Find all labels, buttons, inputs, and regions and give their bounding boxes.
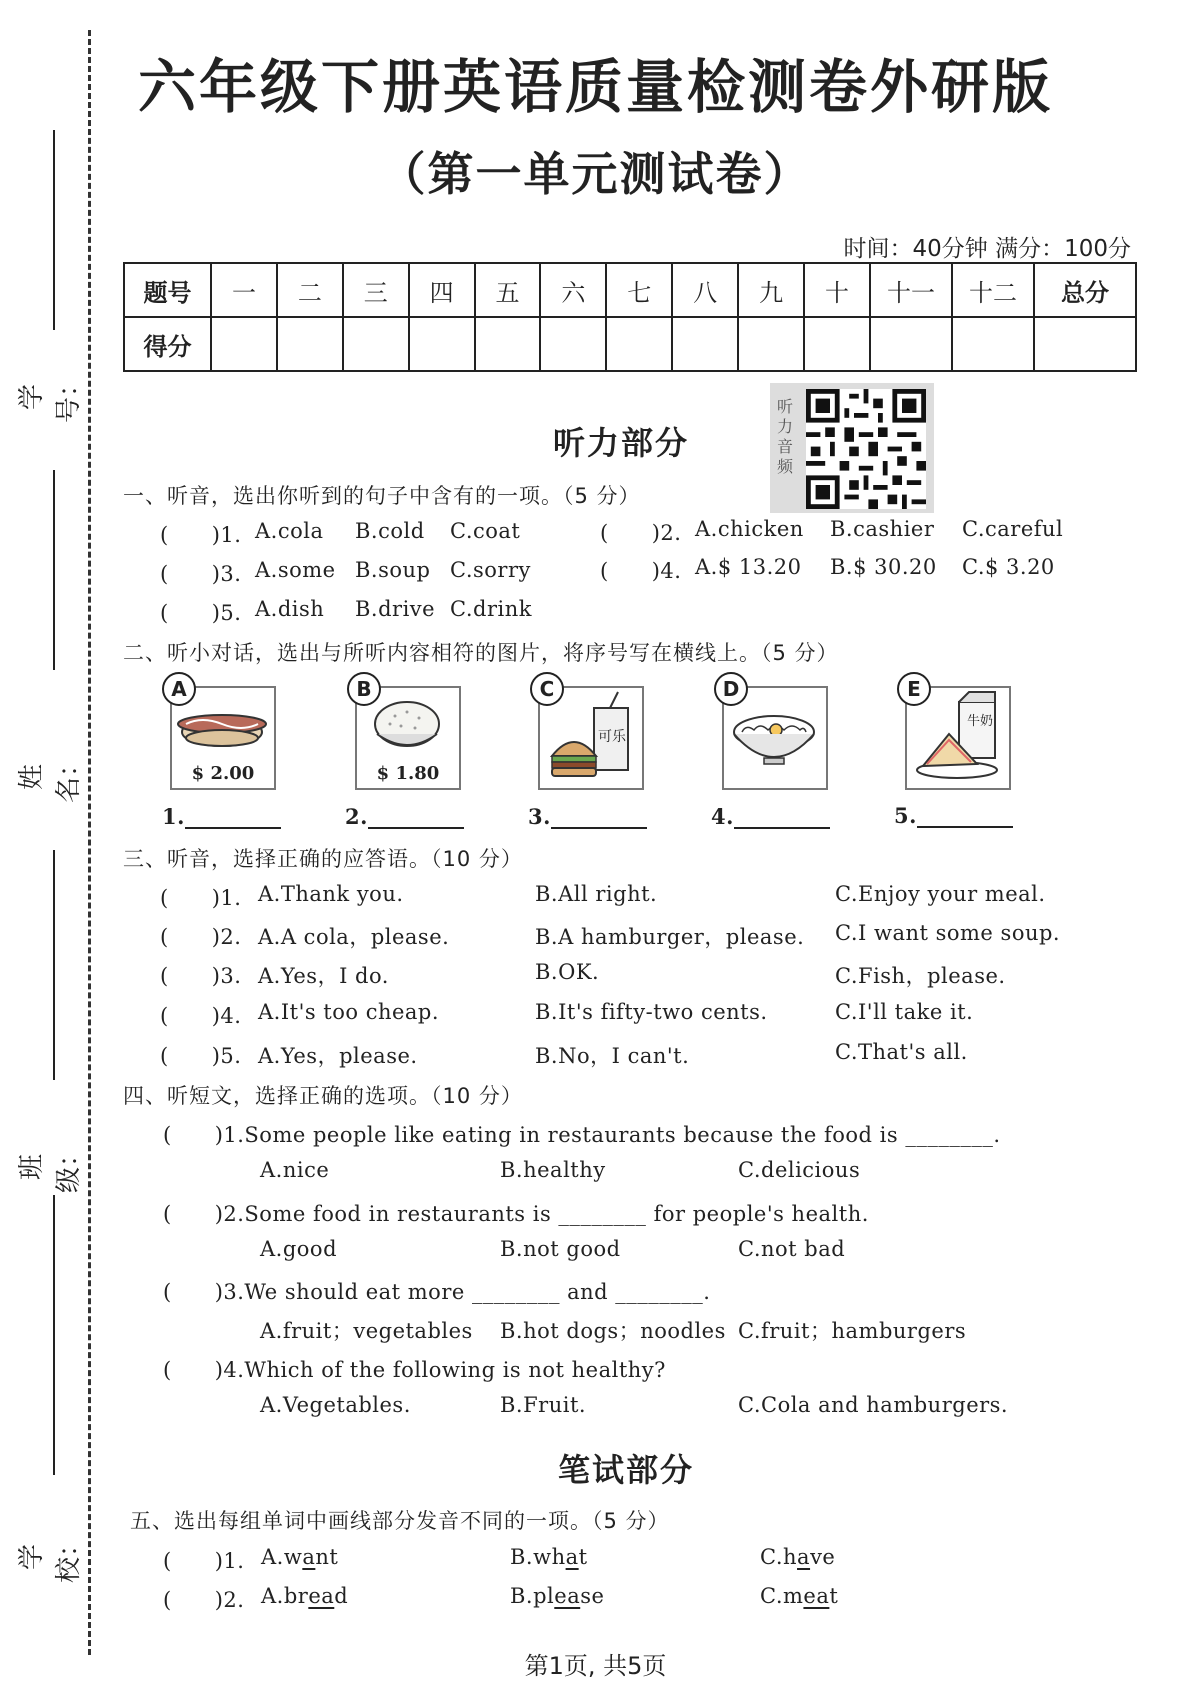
qr-code-block[interactable] (770, 383, 934, 513)
answer-blank[interactable]: ( )1. (163, 1123, 245, 1147)
option-c: C.fruit；hamburgers (738, 1319, 967, 1343)
option-a: A.chicken (695, 517, 804, 541)
q1-heading: 一、听音，选出你听到的句子中含有的一项。（5 分） (123, 484, 641, 508)
page-footer: 第1页, 共5页 (524, 1652, 667, 1680)
header-cell: 七 (606, 263, 672, 317)
sandwich-milk-icon (907, 690, 1007, 786)
question-text: Some people like eating in restaurants because the food is ________. (244, 1123, 1001, 1147)
q4-item-1-question (163, 1119, 1001, 1149)
option-c: C.Enjoy your meal. (835, 882, 1046, 906)
option-b: B.All right. (535, 882, 658, 906)
q3-item-5 (160, 1040, 968, 1070)
option-a: A.want (261, 1545, 339, 1569)
q5-heading: 五、选出每组单词中画线部分发音不同的一项。（5 分） (130, 1509, 670, 1533)
option-a: A.Vegetables. (260, 1393, 411, 1417)
underlined-letters: ea (308, 1584, 335, 1608)
binding-dashed-line (88, 30, 91, 1655)
noodles-icon (724, 690, 824, 786)
option-a: A.nice (260, 1158, 330, 1182)
option-c: C.meat (760, 1584, 839, 1608)
option-c: C.I want some soup. (835, 921, 1061, 945)
q2-blank-4 (711, 804, 830, 829)
option-b: B.not good (500, 1237, 621, 1261)
student-id-label: 学号： (17, 371, 84, 424)
score-cell[interactable] (277, 317, 343, 371)
q5-item-1 (163, 1545, 836, 1575)
q1-item-3 (160, 558, 531, 588)
header-cell: 九 (738, 263, 804, 317)
blank-number: 3. (528, 804, 551, 829)
option-b: B.cold (355, 519, 425, 543)
header-cell: 六 (540, 263, 606, 317)
option-b: B.drive (355, 597, 436, 621)
picture-c (538, 677, 644, 790)
answer-blank[interactable] (368, 807, 464, 829)
option-b: B.No，I can't. (535, 1044, 690, 1068)
score-table (123, 262, 1137, 372)
blank-number: 5. (894, 803, 917, 828)
option-b: B.soup (355, 558, 431, 582)
q2-blank-2 (345, 804, 464, 829)
q4-item-4-question (163, 1354, 666, 1384)
picture-letter: D (714, 672, 748, 706)
option-b: B.Fruit. (500, 1393, 587, 1417)
hotdog-icon (172, 692, 272, 762)
option-c: C.coat (450, 519, 521, 543)
option-a: A.Yes，I do. (258, 964, 389, 988)
score-cell[interactable] (672, 317, 738, 371)
picture-b (355, 677, 461, 790)
option-b: B.what (510, 1545, 588, 1569)
header-cell: 十 (804, 263, 870, 317)
answer-blank[interactable]: ( )1. (160, 886, 242, 910)
header-cell: 题号 (124, 263, 211, 317)
option-c: C.have (760, 1545, 836, 1569)
picture-letter: C (530, 672, 564, 706)
header-cell: 二 (277, 263, 343, 317)
q4-item-3-question (163, 1276, 710, 1306)
header-cell: 四 (409, 263, 475, 317)
q3-heading: 三、听音，选择正确的应答语。（10 分） (123, 847, 523, 871)
answer-blank[interactable]: ( )3. (160, 562, 242, 586)
underlined-letters: ea (803, 1584, 830, 1608)
picture-d (722, 677, 828, 790)
q4-item-1-options (260, 1158, 861, 1182)
score-row-label: 得分 (124, 317, 211, 371)
header-cell: 总分 (1034, 263, 1136, 317)
option-b: B.It's fifty-two cents. (535, 1000, 768, 1024)
score-table-header-row (124, 263, 1136, 317)
q3-item-3 (160, 960, 1006, 990)
page-subtitle: （第一单元测试卷） (379, 147, 812, 201)
class-line (53, 850, 55, 1080)
milk-carton-text: 牛奶 (967, 714, 994, 729)
picture-e (905, 677, 1011, 790)
score-cell[interactable] (804, 317, 870, 371)
option-b: B.OK. (535, 960, 600, 984)
score-cell[interactable] (409, 317, 475, 371)
writing-section-title: 笔试部分 (558, 1451, 695, 1489)
q1-item-5 (160, 597, 532, 627)
answer-blank[interactable]: ( )2. (163, 1588, 245, 1612)
q1-item-2 (600, 517, 1064, 547)
underlined-letters: a (565, 1545, 579, 1569)
answer-blank[interactable] (734, 807, 830, 829)
answer-blank[interactable] (551, 807, 647, 829)
question-text: Some food in restaurants is ________ for people's health. (244, 1202, 869, 1226)
option-c: C.Cola and hamburgers. (738, 1393, 1009, 1417)
option-a: A.A cola，please. (258, 925, 450, 949)
q2-heading: 二、听小对话，选出与所听内容相符的图片，将序号写在横线上。（5 分） (123, 641, 839, 665)
option-a: A.$ 13.20 (695, 555, 802, 579)
option-a: A.It's too cheap. (258, 1000, 440, 1024)
score-table-score-row (124, 317, 1136, 371)
time-info: 时间：40分钟 满分：100分 (843, 236, 1131, 262)
option-a: A.cola (255, 519, 324, 543)
q1-item-1 (160, 519, 521, 549)
score-cell[interactable] (475, 317, 541, 371)
answer-blank[interactable] (185, 807, 281, 829)
score-cell[interactable] (606, 317, 672, 371)
question-text: Which of the following is not healthy? (244, 1358, 666, 1382)
class-label: 班级： (17, 1141, 84, 1194)
option-c: C.Fish，please. (835, 964, 1006, 988)
option-c: C.$ 3.20 (962, 555, 1055, 579)
picture-letter: E (897, 672, 931, 706)
name-line (53, 470, 55, 670)
header-cell: 十二 (952, 263, 1034, 317)
q4-heading: 四、听短文，选择正确的选项。（10 分） (123, 1084, 523, 1108)
rice-bowl-icon (357, 692, 457, 762)
school-label: 学校： (17, 1531, 84, 1584)
q4-item-3-options (260, 1315, 967, 1345)
q3-item-1 (160, 882, 1046, 912)
answer-blank[interactable]: ( )1. (163, 1549, 245, 1573)
answer-blank[interactable]: ( )4. (160, 1004, 242, 1028)
q3-item-4 (160, 1000, 974, 1030)
answer-blank[interactable]: ( )5. (160, 1044, 242, 1068)
option-a: A.some (255, 558, 336, 582)
option-c: C.delicious (738, 1158, 861, 1182)
option-c: C.That's all. (835, 1040, 968, 1064)
answer-blank[interactable]: ( )2. (160, 925, 242, 949)
option-c: C.drink (450, 597, 532, 621)
q2-blank-5 (894, 803, 1013, 828)
q1-item-4 (600, 555, 1055, 585)
option-b: B.cashier (830, 517, 935, 541)
picture-letter: A (162, 672, 196, 706)
option-c: C.not bad (738, 1237, 846, 1261)
header-cell: 八 (672, 263, 738, 317)
score-cell[interactable] (738, 317, 804, 371)
picture-price: $ 2.00 (191, 763, 255, 784)
option-a: A.bread (261, 1584, 349, 1608)
header-cell: 一 (211, 263, 277, 317)
score-cell[interactable] (211, 317, 277, 371)
underlined-letters: a (797, 1545, 811, 1569)
option-c: C.careful (962, 517, 1064, 541)
blank-number: 2. (345, 804, 368, 829)
q4-item-2-question (163, 1198, 869, 1228)
score-cell[interactable] (952, 317, 1034, 371)
option-a: A.fruit；vegetables (260, 1319, 473, 1343)
score-cell[interactable] (870, 317, 952, 371)
cola-cup-text: 可乐 (598, 729, 626, 745)
q4-item-4-options (260, 1393, 1009, 1417)
option-a: A.dish (255, 597, 325, 621)
header-cell: 五 (475, 263, 541, 317)
answer-blank[interactable]: ( )2. (600, 521, 682, 545)
header-cell: 十一 (870, 263, 952, 317)
header-cell: 三 (343, 263, 409, 317)
option-b: B.$ 30.20 (830, 555, 937, 579)
q2-blank-3 (528, 804, 647, 829)
option-b: B.hot dogs；noodles (500, 1319, 726, 1343)
option-a: A.Thank you. (258, 882, 404, 906)
q2-blank-1 (162, 804, 281, 829)
question-text: We should eat more ________ and ________. (244, 1280, 711, 1304)
q3-item-2 (160, 921, 1061, 951)
q4-item-2-options (260, 1237, 846, 1261)
answer-blank[interactable]: ( )2. (163, 1202, 245, 1226)
score-cell[interactable] (1034, 317, 1136, 371)
answer-blank[interactable] (917, 806, 1013, 828)
option-a: A.good (260, 1237, 338, 1261)
blank-number: 4. (711, 804, 734, 829)
qr-label: 听力音频 (776, 397, 793, 476)
name-label: 姓名： (17, 751, 84, 804)
picture-price: $ 1.80 (376, 763, 440, 784)
answer-blank[interactable]: ( )5. (160, 601, 242, 625)
q5-item-2 (163, 1584, 839, 1614)
option-c: C.I'll take it. (835, 1000, 974, 1024)
answer-blank[interactable]: ( )4. (600, 559, 682, 583)
page-title: 六年级下册英语质量检测卷外研版 (137, 53, 1053, 121)
answer-blank[interactable]: ( )4. (163, 1358, 245, 1382)
option-b: B.A hamburger，please. (535, 925, 805, 949)
picture-a (170, 677, 276, 790)
option-c: C.sorry (450, 558, 531, 582)
underlined-letters: ea (554, 1584, 581, 1608)
answer-blank[interactable]: ( )3. (163, 1280, 245, 1304)
score-cell[interactable] (540, 317, 606, 371)
school-line (53, 1195, 55, 1475)
option-b: B.healthy (500, 1158, 606, 1182)
answer-blank[interactable]: ( )3. (160, 964, 242, 988)
listening-section-title: 听力部分 (553, 424, 690, 462)
underlined-letters: a (302, 1545, 316, 1569)
answer-blank[interactable]: ( )1. (160, 523, 242, 547)
blank-number: 1. (162, 804, 185, 829)
qr-code-icon (806, 389, 926, 509)
option-b: B.please (510, 1584, 605, 1608)
picture-letter: B (347, 672, 381, 706)
option-a: A.Yes，please. (258, 1044, 418, 1068)
score-cell[interactable] (343, 317, 409, 371)
